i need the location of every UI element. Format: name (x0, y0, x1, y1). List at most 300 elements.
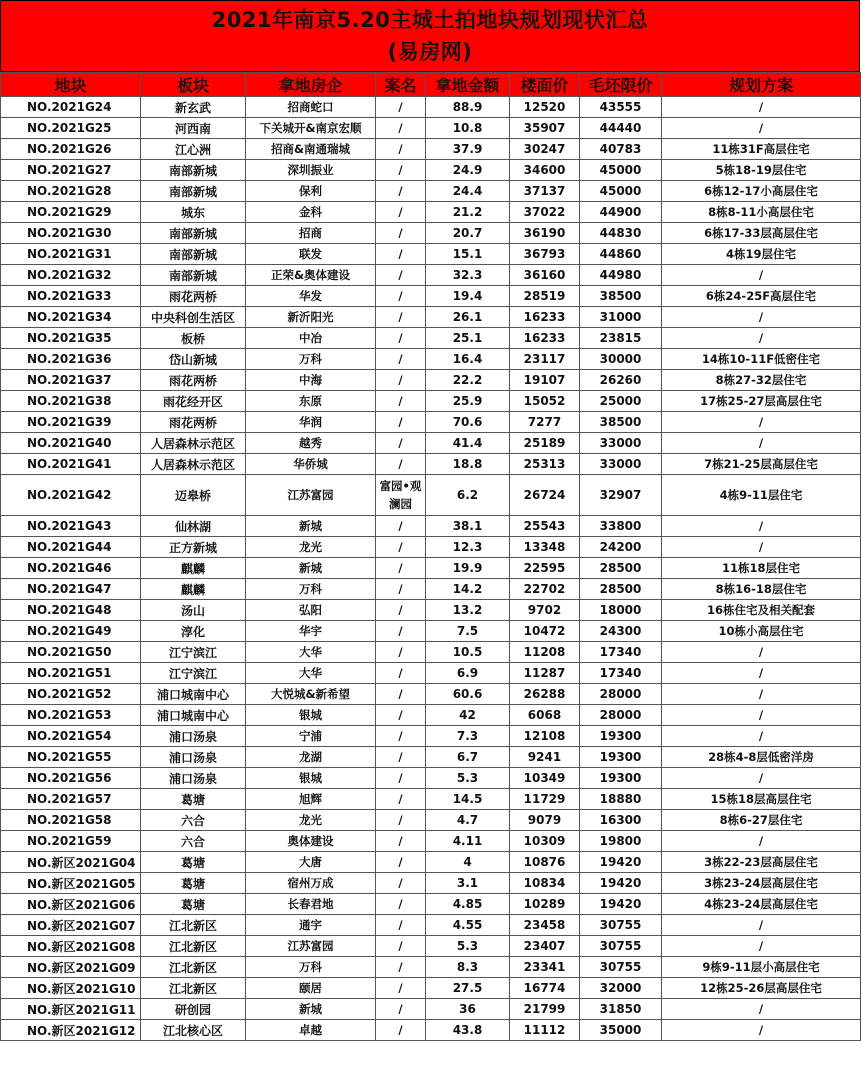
district-cell: 江北新区 (141, 915, 246, 936)
developer-cell: 万科 (246, 349, 376, 370)
parcel-id-cell: NO.新区2021G09 (1, 957, 141, 978)
parcel-id-cell: NO.2021G59 (1, 831, 141, 852)
land-price-cell: 38.1 (426, 516, 510, 537)
parcel-id-cell: NO.新区2021G07 (1, 915, 141, 936)
header-district: 板块 (141, 73, 246, 97)
project-name-cell: / (376, 391, 426, 412)
parcel-id-cell: NO.2021G42 (1, 475, 141, 516)
parcel-id-cell: NO.新区2021G05 (1, 873, 141, 894)
project-name-cell: / (376, 202, 426, 223)
parcel-id-cell: NO.2021G53 (1, 705, 141, 726)
plan-cell: 10栋小高层住宅 (662, 621, 861, 642)
land-price-cell: 4 (426, 852, 510, 873)
land-price-cell: 14.2 (426, 579, 510, 600)
district-cell: 南部新城 (141, 160, 246, 181)
project-name-cell: / (376, 558, 426, 579)
project-name-cell: / (376, 663, 426, 684)
district-cell: 雨花两桥 (141, 370, 246, 391)
parcel-id-cell: NO.2021G32 (1, 265, 141, 286)
plan-cell: / (662, 265, 861, 286)
district-cell: 江北新区 (141, 978, 246, 999)
price-cap-cell: 16300 (580, 810, 662, 831)
district-cell: 淳化 (141, 621, 246, 642)
table-row (1, 747, 861, 768)
price-cap-cell: 30755 (580, 915, 662, 936)
land-price-cell: 13.2 (426, 600, 510, 621)
price-cap-cell: 43555 (580, 97, 662, 118)
land-price-cell: 70.6 (426, 412, 510, 433)
district-cell: 江北新区 (141, 957, 246, 978)
price-cap-cell: 45000 (580, 160, 662, 181)
floor-price-cell: 34600 (510, 160, 580, 181)
district-cell: 浦口城南中心 (141, 684, 246, 705)
plan-cell: 3栋23-24层高层住宅 (662, 873, 861, 894)
plan-cell: 11栋18层住宅 (662, 558, 861, 579)
project-name-cell: / (376, 286, 426, 307)
district-cell: 中央科创生活区 (141, 307, 246, 328)
price-cap-cell: 18880 (580, 789, 662, 810)
project-name-cell: / (376, 370, 426, 391)
table-row (1, 202, 861, 223)
district-cell: 迈皋桥 (141, 475, 246, 516)
district-cell: 仙林湖 (141, 516, 246, 537)
district-cell: 人居森林示范区 (141, 433, 246, 454)
project-name-cell: / (376, 118, 426, 139)
parcel-id-cell: NO.2021G24 (1, 97, 141, 118)
header-developer: 拿地房企 (246, 73, 376, 97)
land-price-cell: 36 (426, 999, 510, 1020)
land-price-cell: 4.85 (426, 894, 510, 915)
district-cell: 南部新城 (141, 181, 246, 202)
price-cap-cell: 33800 (580, 516, 662, 537)
land-price-cell: 41.4 (426, 433, 510, 454)
parcel-id-cell: NO.新区2021G08 (1, 936, 141, 957)
price-cap-cell: 30755 (580, 936, 662, 957)
plan-cell: / (662, 768, 861, 789)
parcel-id-cell: NO.2021G51 (1, 663, 141, 684)
land-price-cell: 5.3 (426, 768, 510, 789)
project-name-cell: / (376, 642, 426, 663)
plan-cell: / (662, 705, 861, 726)
price-cap-cell: 17340 (580, 642, 662, 663)
land-price-cell: 26.1 (426, 307, 510, 328)
land-price-cell: 18.8 (426, 454, 510, 475)
project-name-cell: / (376, 747, 426, 768)
developer-cell: 龙湖 (246, 747, 376, 768)
table-row (1, 412, 861, 433)
price-cap-cell: 26260 (580, 370, 662, 391)
price-cap-cell: 32907 (580, 475, 662, 516)
parcel-id-cell: NO.2021G40 (1, 433, 141, 454)
price-cap-cell: 32000 (580, 978, 662, 999)
project-name-cell: / (376, 307, 426, 328)
developer-cell: 下关城开&南京宏顺 (246, 118, 376, 139)
table-row (1, 516, 861, 537)
developer-cell: 华润 (246, 412, 376, 433)
table-row (1, 433, 861, 454)
table-row (1, 558, 861, 579)
floor-price-cell: 19107 (510, 370, 580, 391)
table-row (1, 621, 861, 642)
project-name-cell: / (376, 579, 426, 600)
table-row (1, 244, 861, 265)
floor-price-cell: 21799 (510, 999, 580, 1020)
project-name-cell: / (376, 412, 426, 433)
floor-price-cell: 23341 (510, 957, 580, 978)
price-cap-cell: 19420 (580, 852, 662, 873)
district-cell: 正方新城 (141, 537, 246, 558)
land-price-cell: 5.3 (426, 936, 510, 957)
floor-price-cell: 9241 (510, 747, 580, 768)
floor-price-cell: 16774 (510, 978, 580, 999)
developer-cell: 弘阳 (246, 600, 376, 621)
price-cap-cell: 18000 (580, 600, 662, 621)
developer-cell: 龙光 (246, 537, 376, 558)
plan-cell: / (662, 936, 861, 957)
table-row (1, 160, 861, 181)
district-cell: 葛塘 (141, 852, 246, 873)
floor-price-cell: 11729 (510, 789, 580, 810)
price-cap-cell: 31000 (580, 307, 662, 328)
district-cell: 新玄武 (141, 97, 246, 118)
table-row (1, 768, 861, 789)
district-cell: 南部新城 (141, 265, 246, 286)
price-cap-cell: 45000 (580, 181, 662, 202)
district-cell: 麒麟 (141, 558, 246, 579)
project-name-cell: / (376, 600, 426, 621)
project-name-cell: / (376, 139, 426, 160)
price-cap-cell: 35000 (580, 1020, 662, 1041)
price-cap-cell: 19420 (580, 894, 662, 915)
table-row (1, 475, 861, 516)
land-price-cell: 4.11 (426, 831, 510, 852)
parcel-id-cell: NO.2021G58 (1, 810, 141, 831)
plan-cell: 28栋4-8层低密洋房 (662, 747, 861, 768)
plan-cell: 8栋8-11小高层住宅 (662, 202, 861, 223)
parcel-id-cell: NO.2021G41 (1, 454, 141, 475)
price-cap-cell: 25000 (580, 391, 662, 412)
district-cell: 雨花经开区 (141, 391, 246, 412)
price-cap-cell: 19300 (580, 747, 662, 768)
price-cap-cell: 33000 (580, 433, 662, 454)
land-price-cell: 6.7 (426, 747, 510, 768)
land-price-cell: 32.3 (426, 265, 510, 286)
developer-cell: 华发 (246, 286, 376, 307)
land-price-cell: 4.55 (426, 915, 510, 936)
parcel-id-cell: NO.2021G35 (1, 328, 141, 349)
parcel-id-cell: NO.2021G44 (1, 537, 141, 558)
plan-cell: 4栋9-11层住宅 (662, 475, 861, 516)
land-price-cell: 25.9 (426, 391, 510, 412)
header-row (1, 73, 861, 97)
price-cap-cell: 19420 (580, 873, 662, 894)
floor-price-cell: 28519 (510, 286, 580, 307)
developer-cell: 深圳振业 (246, 160, 376, 181)
district-cell: 葛塘 (141, 873, 246, 894)
table-row (1, 579, 861, 600)
land-price-cell: 6.2 (426, 475, 510, 516)
plan-cell: 6栋24-25F高层住宅 (662, 286, 861, 307)
floor-price-cell: 10289 (510, 894, 580, 915)
land-price-cell: 15.1 (426, 244, 510, 265)
land-parcel-table (0, 72, 861, 1041)
project-name-cell: / (376, 768, 426, 789)
table-row (1, 831, 861, 852)
table-row (1, 1020, 861, 1041)
page-subtitle: (易房网) (387, 40, 473, 64)
plan-cell: 15栋18层高层住宅 (662, 789, 861, 810)
project-name-cell: / (376, 831, 426, 852)
project-name-cell: / (376, 978, 426, 999)
land-price-cell: 24.4 (426, 181, 510, 202)
floor-price-cell: 11208 (510, 642, 580, 663)
floor-price-cell: 10472 (510, 621, 580, 642)
floor-price-cell: 15052 (510, 391, 580, 412)
table-row (1, 642, 861, 663)
price-cap-cell: 44900 (580, 202, 662, 223)
table-row (1, 852, 861, 873)
floor-price-cell: 16233 (510, 328, 580, 349)
parcel-id-cell: NO.2021G54 (1, 726, 141, 747)
parcel-id-cell: NO.新区2021G06 (1, 894, 141, 915)
project-name-cell: / (376, 957, 426, 978)
price-cap-cell: 17340 (580, 663, 662, 684)
developer-cell: 中冶 (246, 328, 376, 349)
table-row (1, 286, 861, 307)
parcel-id-cell: NO.2021G38 (1, 391, 141, 412)
table-row (1, 999, 861, 1020)
district-cell: 六合 (141, 810, 246, 831)
table-row (1, 894, 861, 915)
floor-price-cell: 36190 (510, 223, 580, 244)
district-cell: 河西南 (141, 118, 246, 139)
table-row (1, 705, 861, 726)
plan-cell: / (662, 831, 861, 852)
land-price-cell: 43.8 (426, 1020, 510, 1041)
floor-price-cell: 13348 (510, 537, 580, 558)
project-name-cell: / (376, 181, 426, 202)
project-name-cell: / (376, 684, 426, 705)
price-cap-cell: 38500 (580, 286, 662, 307)
plan-cell: / (662, 307, 861, 328)
land-price-cell: 37.9 (426, 139, 510, 160)
price-cap-cell: 19300 (580, 726, 662, 747)
floor-price-cell: 12108 (510, 726, 580, 747)
plan-cell: 3栋22-23层高层住宅 (662, 852, 861, 873)
table-row (1, 223, 861, 244)
land-price-cell: 88.9 (426, 97, 510, 118)
developer-cell: 江苏富园 (246, 475, 376, 516)
project-name-cell: / (376, 516, 426, 537)
project-name-cell: / (376, 999, 426, 1020)
developer-cell: 保利 (246, 181, 376, 202)
project-name-cell: / (376, 97, 426, 118)
project-name-cell: / (376, 915, 426, 936)
project-name-cell: / (376, 789, 426, 810)
floor-price-cell: 7277 (510, 412, 580, 433)
land-price-cell: 21.2 (426, 202, 510, 223)
developer-cell: 东原 (246, 391, 376, 412)
table-row (1, 663, 861, 684)
table-row (1, 915, 861, 936)
table-row (1, 349, 861, 370)
developer-cell: 新城 (246, 516, 376, 537)
plan-cell: / (662, 642, 861, 663)
project-name-cell: / (376, 936, 426, 957)
plan-cell: 17栋25-27层高层住宅 (662, 391, 861, 412)
floor-price-cell: 10309 (510, 831, 580, 852)
district-cell: 南部新城 (141, 223, 246, 244)
land-price-cell: 16.4 (426, 349, 510, 370)
header-parcel: 地块 (1, 73, 141, 97)
parcel-id-cell: NO.2021G29 (1, 202, 141, 223)
parcel-id-cell: NO.2021G37 (1, 370, 141, 391)
plan-cell: / (662, 1020, 861, 1041)
price-cap-cell: 44860 (580, 244, 662, 265)
header-land-price: 拿地金额 (426, 73, 510, 97)
developer-cell: 龙光 (246, 810, 376, 831)
plan-cell: 6栋12-17小高层住宅 (662, 181, 861, 202)
floor-price-cell: 16233 (510, 307, 580, 328)
price-cap-cell: 19300 (580, 768, 662, 789)
table-row (1, 936, 861, 957)
floor-price-cell: 23458 (510, 915, 580, 936)
price-cap-cell: 44440 (580, 118, 662, 139)
land-price-cell: 12.3 (426, 537, 510, 558)
table-row (1, 307, 861, 328)
project-name-cell: / (376, 894, 426, 915)
header-floor-price: 楼面价 (510, 73, 580, 97)
page-title: 2021年南京5.20主城土拍地块规划现状汇总 (211, 8, 649, 32)
parcel-id-cell: NO.新区2021G04 (1, 852, 141, 873)
district-cell: 葛塘 (141, 894, 246, 915)
project-name-cell: / (376, 223, 426, 244)
parcel-id-cell: NO.2021G28 (1, 181, 141, 202)
plan-cell: 8栋6-27层住宅 (662, 810, 861, 831)
plan-cell: 11栋31F高层住宅 (662, 139, 861, 160)
developer-cell: 中海 (246, 370, 376, 391)
project-name-cell: / (376, 705, 426, 726)
price-cap-cell: 24300 (580, 621, 662, 642)
floor-price-cell: 36793 (510, 244, 580, 265)
project-name-cell: 富园•观澜园 (376, 475, 426, 516)
price-cap-cell: 44830 (580, 223, 662, 244)
plan-cell: / (662, 537, 861, 558)
land-price-cell: 60.6 (426, 684, 510, 705)
project-name-cell: / (376, 1020, 426, 1041)
table-row (1, 454, 861, 475)
project-name-cell: / (376, 244, 426, 265)
developer-cell: 长春君地 (246, 894, 376, 915)
district-cell: 江北新区 (141, 936, 246, 957)
table-row (1, 873, 861, 894)
developer-cell: 通宇 (246, 915, 376, 936)
plan-cell: 4栋19层住宅 (662, 244, 861, 265)
land-price-cell: 22.2 (426, 370, 510, 391)
price-cap-cell: 31850 (580, 999, 662, 1020)
district-cell: 南部新城 (141, 244, 246, 265)
district-cell: 岱山新城 (141, 349, 246, 370)
parcel-id-cell: NO.2021G33 (1, 286, 141, 307)
parcel-id-cell: NO.2021G36 (1, 349, 141, 370)
price-cap-cell: 38500 (580, 412, 662, 433)
floor-price-cell: 10349 (510, 768, 580, 789)
district-cell: 江宁滨江 (141, 642, 246, 663)
project-name-cell: / (376, 810, 426, 831)
plan-cell: / (662, 915, 861, 936)
table-row (1, 328, 861, 349)
land-price-cell: 27.5 (426, 978, 510, 999)
table-row (1, 97, 861, 118)
district-cell: 麒麟 (141, 579, 246, 600)
district-cell: 雨花两桥 (141, 412, 246, 433)
developer-cell: 银城 (246, 705, 376, 726)
plan-cell: 4栋23-24层高层住宅 (662, 894, 861, 915)
developer-cell: 颐居 (246, 978, 376, 999)
plan-cell: / (662, 328, 861, 349)
floor-price-cell: 37022 (510, 202, 580, 223)
parcel-id-cell: NO.新区2021G10 (1, 978, 141, 999)
developer-cell: 大华 (246, 642, 376, 663)
developer-cell: 大华 (246, 663, 376, 684)
land-price-cell: 4.7 (426, 810, 510, 831)
project-name-cell: / (376, 265, 426, 286)
developer-cell: 银城 (246, 768, 376, 789)
land-price-cell: 6.9 (426, 663, 510, 684)
developer-cell: 招商&南通瑞城 (246, 139, 376, 160)
land-price-cell: 8.3 (426, 957, 510, 978)
developer-cell: 旭辉 (246, 789, 376, 810)
floor-price-cell: 25189 (510, 433, 580, 454)
price-cap-cell: 24200 (580, 537, 662, 558)
plan-cell: / (662, 412, 861, 433)
price-cap-cell: 30755 (580, 957, 662, 978)
floor-price-cell: 23117 (510, 349, 580, 370)
project-name-cell: / (376, 537, 426, 558)
district-cell: 江北核心区 (141, 1020, 246, 1041)
parcel-id-cell: NO.2021G46 (1, 558, 141, 579)
developer-cell: 奥体建设 (246, 831, 376, 852)
floor-price-cell: 6068 (510, 705, 580, 726)
project-name-cell: / (376, 852, 426, 873)
table-row (1, 370, 861, 391)
parcel-id-cell: NO.2021G52 (1, 684, 141, 705)
project-name-cell: / (376, 621, 426, 642)
land-price-cell: 7.5 (426, 621, 510, 642)
developer-cell: 新城 (246, 558, 376, 579)
plan-cell: / (662, 684, 861, 705)
table-row (1, 391, 861, 412)
developer-cell: 联发 (246, 244, 376, 265)
developer-cell: 新沂阳光 (246, 307, 376, 328)
parcel-id-cell: NO.2021G30 (1, 223, 141, 244)
table-row (1, 957, 861, 978)
developer-cell: 金科 (246, 202, 376, 223)
plan-cell: / (662, 97, 861, 118)
district-cell: 江心洲 (141, 139, 246, 160)
floor-price-cell: 23407 (510, 936, 580, 957)
plan-cell: 9栋9-11层小高层住宅 (662, 957, 861, 978)
plan-cell: / (662, 663, 861, 684)
developer-cell: 宿州万成 (246, 873, 376, 894)
parcel-id-cell: NO.2021G26 (1, 139, 141, 160)
developer-cell: 正荣&奥体建设 (246, 265, 376, 286)
district-cell: 浦口汤泉 (141, 768, 246, 789)
district-cell: 人居森林示范区 (141, 454, 246, 475)
table-body (1, 97, 861, 1041)
district-cell: 葛塘 (141, 789, 246, 810)
floor-price-cell: 35907 (510, 118, 580, 139)
